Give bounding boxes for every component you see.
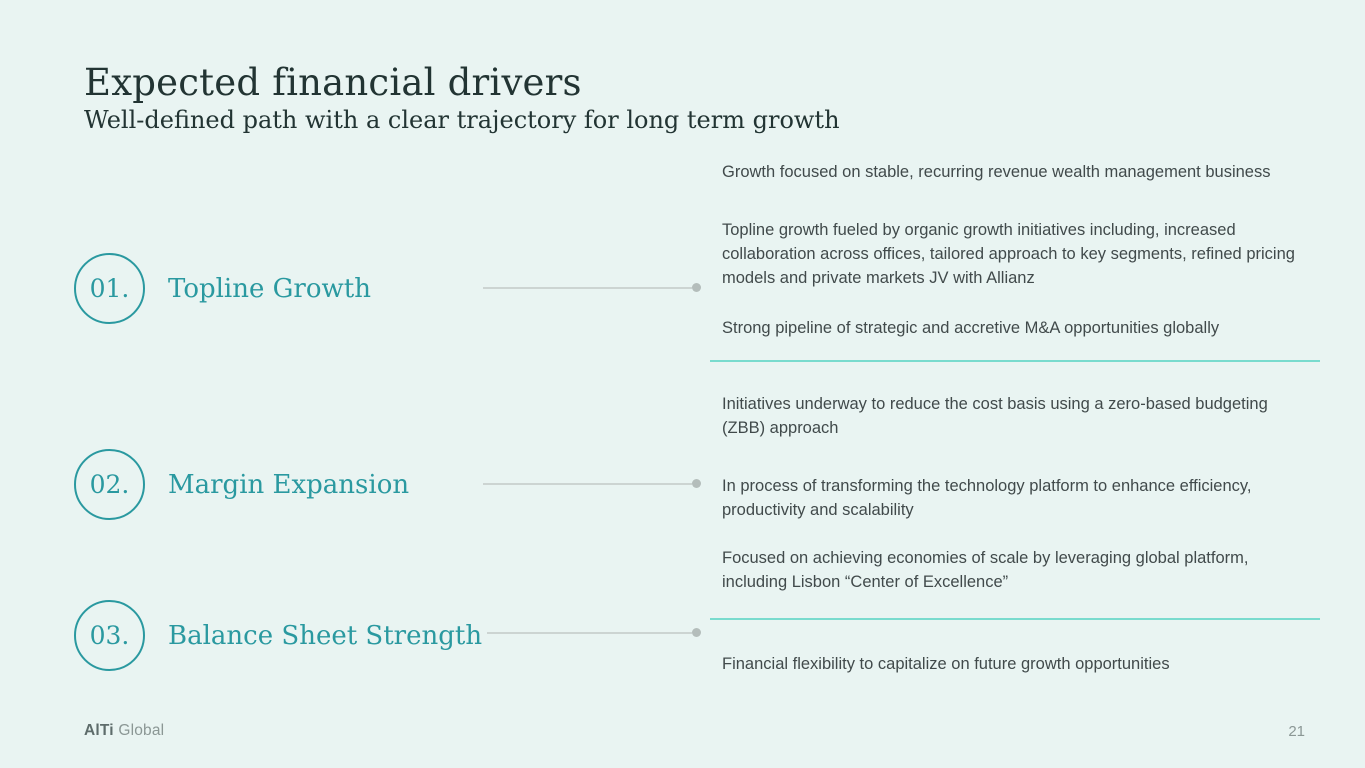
driver-3-number: 03. xyxy=(89,621,130,650)
driver-2-point-2: In process of transforming the technology platform to enhance efficiency, productivity and scalability xyxy=(722,477,1252,519)
section-divider-1 xyxy=(710,360,1320,362)
driver-1-point-1: Growth focused on stable, recurring revenue wealth management business xyxy=(722,163,1271,181)
page-title: Expected financial drivers xyxy=(84,61,582,104)
logo-secondary-text: Global xyxy=(118,722,165,739)
driver-2-label: Margin Expansion xyxy=(168,470,410,500)
page-number: 21 xyxy=(1288,723,1305,740)
driver-2-connector-dot xyxy=(692,479,701,488)
logo-primary-text: AlTi xyxy=(84,722,114,739)
driver-1-number-badge xyxy=(74,253,145,324)
driver-3-number-badge xyxy=(74,600,145,671)
driver-1-connector-dot xyxy=(692,283,701,292)
page-subtitle: Well-defined path with a clear trajectory for long term growth xyxy=(84,106,840,134)
driver-3-label: Balance Sheet Strength xyxy=(168,621,483,651)
company-logo xyxy=(84,722,164,740)
driver-2-connector-line xyxy=(483,483,692,485)
driver-1-point-3: Strong pipeline of strategic and accretive M&A opportunities globally xyxy=(722,319,1220,337)
driver-3-point-1: Financial flexibility to capitalize on future growth opportunities xyxy=(722,655,1170,673)
driver-1-number: 01. xyxy=(89,274,130,303)
driver-1-connector-line xyxy=(483,287,692,289)
driver-3-connector-line xyxy=(487,632,692,634)
driver-2-point-1: Initiatives underway to reduce the cost basis using a zero-based budgeting (ZBB) approach xyxy=(722,395,1268,437)
driver-2-number-badge xyxy=(74,449,145,520)
driver-1-label: Topline Growth xyxy=(168,274,371,304)
driver-1-point-2: Topline growth fueled by organic growth initiatives including, increased collaboration across offices, tailored approach to key segments, refined pricing models and private markets JV with Allianz xyxy=(722,221,1295,287)
driver-2-point-3: Focused on achieving economies of scale by leveraging global platform, including Lisbon “Center of Excellence” xyxy=(722,549,1249,591)
driver-3-connector-dot xyxy=(692,628,701,637)
driver-2-number: 02. xyxy=(89,470,130,499)
section-divider-2 xyxy=(710,618,1320,620)
